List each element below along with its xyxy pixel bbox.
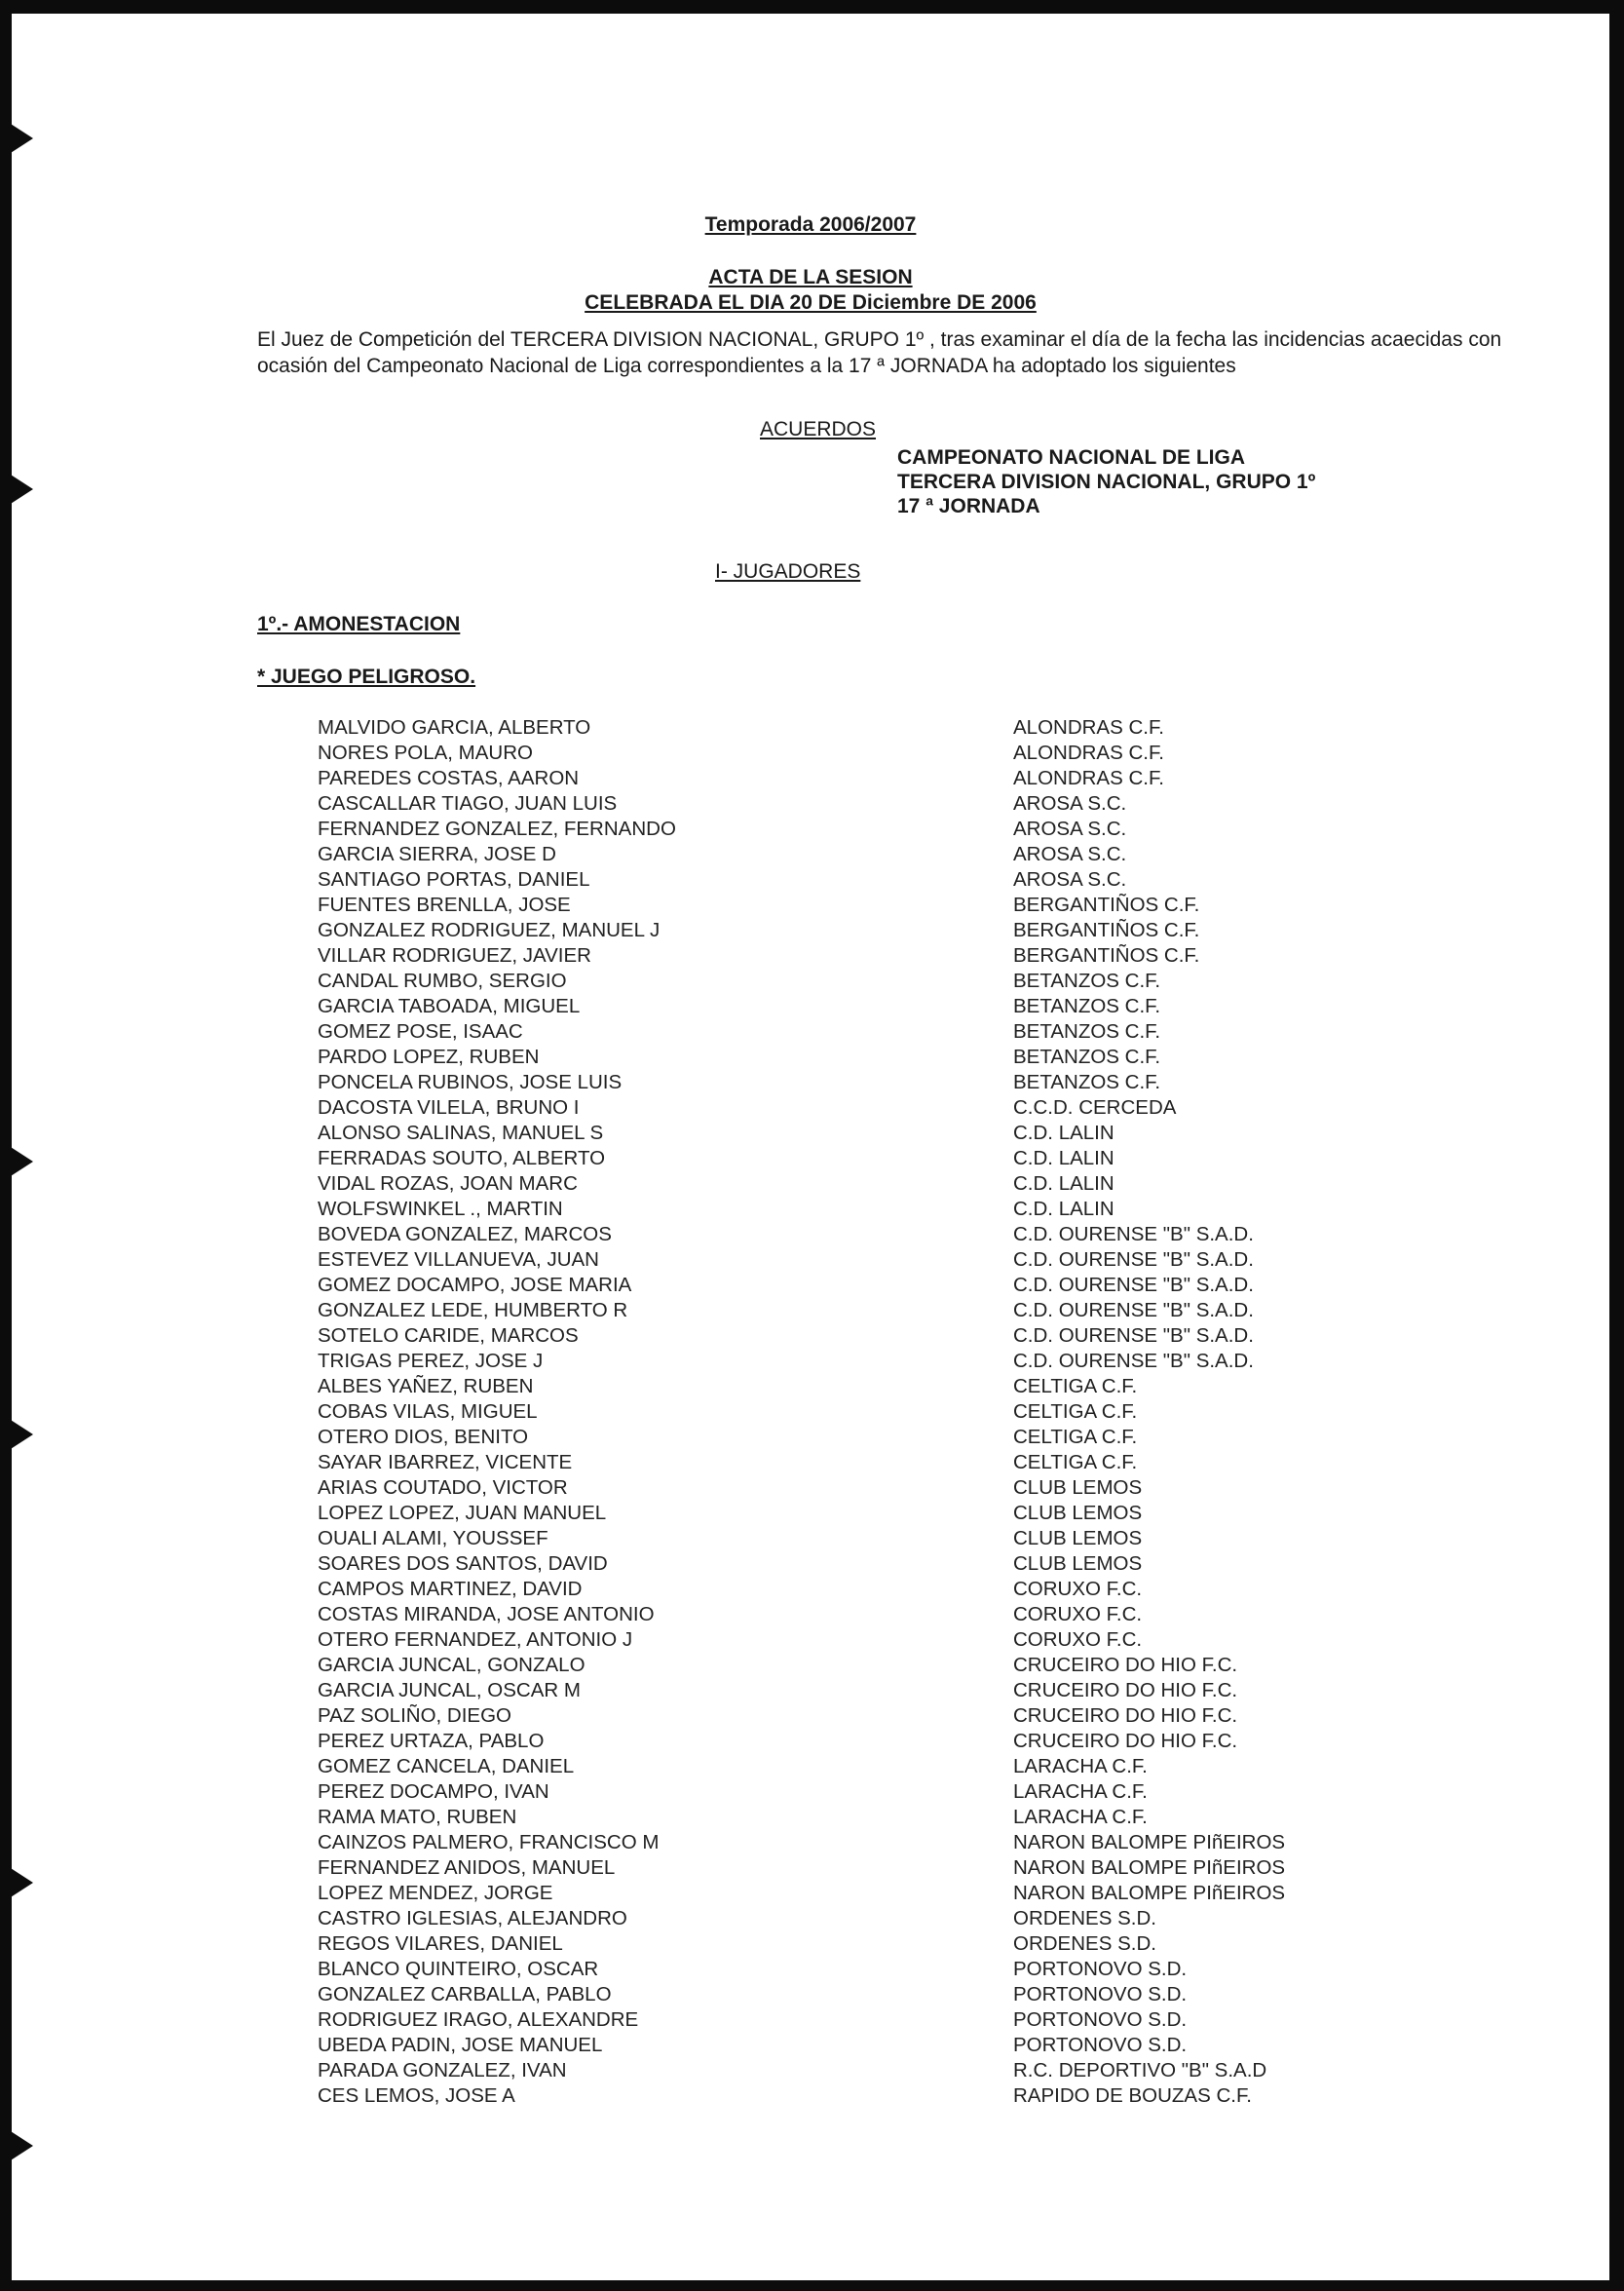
player-club: CLUB LEMOS	[1013, 1502, 1143, 1524]
player-row	[318, 1349, 1487, 1374]
player-row	[318, 741, 1487, 766]
player-name: RODRIGUEZ IRAGO, ALEXANDRE	[318, 2008, 639, 2031]
player-club: CRUCEIRO DO HIO F.C.	[1013, 1704, 1238, 1727]
player-name: OTERO FERNANDEZ, ANTONIO J	[318, 1628, 633, 1651]
player-club: BETANZOS C.F.	[1013, 1071, 1161, 1093]
player-row	[318, 1019, 1487, 1045]
player-club: CORUXO F.C.	[1013, 1578, 1143, 1600]
player-name: FUENTES BRENLLA, JOSE	[318, 894, 571, 916]
player-club: BETANZOS C.F.	[1013, 995, 1161, 1017]
player-club: RAPIDO DE BOUZAS C.F.	[1013, 2084, 1252, 2107]
player-name: PARDO LOPEZ, RUBEN	[318, 1046, 540, 1068]
player-row	[318, 1931, 1487, 1957]
player-club: C.D. LALIN	[1013, 1198, 1114, 1220]
session-date-heading: CELEBRADA EL DIA 20 DE Diciembre DE 2006	[585, 291, 1037, 314]
player-name: GOMEZ POSE, ISAAC	[318, 1020, 523, 1043]
player-row	[318, 1045, 1487, 1070]
player-row	[318, 1627, 1487, 1653]
player-club: PORTONOVO S.D.	[1013, 2008, 1188, 2031]
player-club: C.D. LALIN	[1013, 1122, 1114, 1144]
player-row	[318, 1779, 1487, 1805]
player-row	[318, 893, 1487, 918]
player-club: CELTIGA C.F.	[1013, 1426, 1138, 1448]
players-list	[318, 715, 1487, 2109]
player-club: C.D. OURENSE "B" S.A.D.	[1013, 1324, 1254, 1347]
player-row	[318, 791, 1487, 817]
section-jugadores: I- JUGADORES	[715, 560, 861, 583]
player-club: PORTONOVO S.D.	[1013, 2034, 1188, 2056]
player-row	[318, 1298, 1487, 1323]
player-club: PORTONOVO S.D.	[1013, 1983, 1188, 2005]
player-row	[318, 1450, 1487, 1475]
player-club: AROSA S.C.	[1013, 868, 1127, 891]
player-name: DACOSTA VILELA, BRUNO I	[318, 1096, 580, 1119]
player-name: FERRADAS SOUTO, ALBERTO	[318, 1147, 606, 1169]
player-club: BERGANTIÑOS C.F.	[1013, 944, 1200, 967]
player-club: NARON BALOMPE PIñEIROS	[1013, 1882, 1286, 1904]
acuerdos-heading: ACUERDOS	[760, 418, 877, 440]
player-row	[318, 1906, 1487, 1931]
player-club: ORDENES S.D.	[1013, 1932, 1156, 1955]
player-club: C.C.D. CERCEDA	[1013, 1096, 1177, 1119]
player-club: C.D. OURENSE "B" S.A.D.	[1013, 1248, 1254, 1271]
document-page	[12, 14, 1609, 2280]
player-row	[318, 1121, 1487, 1146]
competition-line-3: 17 ª JORNADA	[897, 495, 1040, 517]
player-name: OTERO DIOS, BENITO	[318, 1426, 529, 1448]
player-club: C.D. OURENSE "B" S.A.D.	[1013, 1299, 1254, 1321]
player-name: LOPEZ MENDEZ, JORGE	[318, 1882, 553, 1904]
player-name: CASTRO IGLESIAS, ALEJANDRO	[318, 1907, 627, 1929]
player-row	[318, 1273, 1487, 1298]
player-club: CRUCEIRO DO HIO F.C.	[1013, 1730, 1238, 1752]
amonestacion-heading: 1º.- AMONESTACION	[257, 613, 461, 635]
season-heading: Temporada 2006/2007	[704, 213, 917, 236]
player-row	[318, 1855, 1487, 1881]
player-row	[318, 1197, 1487, 1222]
player-name: ALBES YAÑEZ, RUBEN	[318, 1375, 534, 1397]
player-row	[318, 2058, 1487, 2083]
player-row	[318, 766, 1487, 791]
player-row	[318, 994, 1487, 1019]
player-name: SANTIAGO PORTAS, DANIEL	[318, 868, 590, 891]
player-club: LARACHA C.F.	[1013, 1755, 1148, 1777]
player-name: BLANCO QUINTEIRO, OSCAR	[318, 1958, 599, 1980]
player-row	[318, 918, 1487, 943]
player-club: NARON BALOMPE PIñEIROS	[1013, 1831, 1286, 1853]
player-club: CELTIGA C.F.	[1013, 1451, 1138, 1473]
player-name: FERNANDEZ GONZALEZ, FERNANDO	[318, 818, 676, 840]
player-row	[318, 1957, 1487, 1982]
intro-paragraph: El Juez de Competición del TERCERA DIVISION NACIONAL, GRUPO 1º , tras examinar el día de la fecha las incidencias acaecidas con ocasión del Campeonato Nacional de Liga correspondientes a la 17 ª JORNADA ha adoptado los siguientes	[257, 328, 1502, 377]
player-row	[318, 1754, 1487, 1779]
player-club: ORDENES S.D.	[1013, 1907, 1156, 1929]
player-name: FERNANDEZ ANIDOS, MANUEL	[318, 1856, 616, 1879]
player-row	[318, 2083, 1487, 2109]
player-row	[318, 943, 1487, 969]
player-name: SAYAR IBARREZ, VICENTE	[318, 1451, 573, 1473]
player-club: LARACHA C.F.	[1013, 1806, 1148, 1828]
player-name: PONCELA RUBINOS, JOSE LUIS	[318, 1071, 623, 1093]
player-name: TRIGAS PEREZ, JOSE J	[318, 1350, 544, 1372]
player-row	[318, 1171, 1487, 1197]
player-name: PAZ SOLIÑO, DIEGO	[318, 1704, 511, 1727]
torn-edge	[0, 2124, 33, 2167]
acta-heading: ACTA DE LA SESION	[708, 266, 913, 288]
player-name: ARIAS COUTADO, VICTOR	[318, 1476, 568, 1499]
player-name: PAREDES COSTAS, AARON	[318, 767, 580, 789]
player-row	[318, 1374, 1487, 1399]
player-club: CORUXO F.C.	[1013, 1628, 1143, 1651]
player-name: SOARES DOS SANTOS, DAVID	[318, 1552, 608, 1575]
player-name: GONZALEZ LEDE, HUMBERTO R	[318, 1299, 628, 1321]
player-club: C.D. LALIN	[1013, 1147, 1114, 1169]
juego-peligroso-heading: * JUEGO PELIGROSO.	[257, 666, 476, 688]
player-club: ALONDRAS C.F.	[1013, 767, 1164, 789]
player-row	[318, 1526, 1487, 1551]
player-row	[318, 1222, 1487, 1247]
torn-edge	[0, 117, 33, 160]
player-name: SOTELO CARIDE, MARCOS	[318, 1324, 579, 1347]
player-name: GARCIA SIERRA, JOSE D	[318, 843, 556, 865]
torn-edge	[0, 468, 33, 511]
player-club: AROSA S.C.	[1013, 843, 1127, 865]
player-row	[318, 1703, 1487, 1729]
player-name: CES LEMOS, JOSE A	[318, 2084, 515, 2107]
player-row	[318, 1425, 1487, 1450]
player-club: CORUXO F.C.	[1013, 1603, 1143, 1625]
player-club: R.C. DEPORTIVO "B" S.A.D	[1013, 2059, 1267, 2081]
torn-edge	[0, 1413, 33, 1456]
player-row	[318, 1070, 1487, 1095]
player-row	[318, 1475, 1487, 1501]
player-row	[318, 1729, 1487, 1754]
player-name: COSTAS MIRANDA, JOSE ANTONIO	[318, 1603, 655, 1625]
player-name: ESTEVEZ VILLANUEVA, JUAN	[318, 1248, 599, 1271]
player-club: NARON BALOMPE PIñEIROS	[1013, 1856, 1286, 1879]
player-name: CAINZOS PALMERO, FRANCISCO M	[318, 1831, 660, 1853]
player-club: PORTONOVO S.D.	[1013, 1958, 1188, 1980]
player-row	[318, 1830, 1487, 1855]
player-row	[318, 715, 1487, 741]
player-name: VILLAR RODRIGUEZ, JAVIER	[318, 944, 591, 967]
competition-block	[897, 445, 1315, 518]
player-club: BERGANTIÑOS C.F.	[1013, 894, 1200, 916]
player-name: GONZALEZ CARBALLA, PABLO	[318, 1983, 612, 2005]
player-name: GARCIA JUNCAL, GONZALO	[318, 1654, 585, 1676]
player-name: CASCALLAR TIAGO, JUAN LUIS	[318, 792, 618, 815]
player-club: AROSA S.C.	[1013, 818, 1127, 840]
player-name: BOVEDA GONZALEZ, MARCOS	[318, 1223, 612, 1245]
torn-edge	[0, 1861, 33, 1904]
player-name: COBAS VILAS, MIGUEL	[318, 1400, 538, 1423]
competition-line-2: TERCERA DIVISION NACIONAL, GRUPO 1º	[897, 471, 1316, 493]
player-row	[318, 1577, 1487, 1602]
player-row	[318, 1602, 1487, 1627]
player-row	[318, 1678, 1487, 1703]
player-name: MALVIDO GARCIA, ALBERTO	[318, 716, 591, 739]
player-name: GONZALEZ RODRIGUEZ, MANUEL J	[318, 919, 661, 941]
player-name: ALONSO SALINAS, MANUEL S	[318, 1122, 604, 1144]
player-name: REGOS VILARES, DANIEL	[318, 1932, 563, 1955]
player-name: GARCIA JUNCAL, OSCAR M	[318, 1679, 581, 1701]
player-name: GOMEZ DOCAMPO, JOSE MARIA	[318, 1274, 632, 1296]
player-row	[318, 1881, 1487, 1906]
player-club: BETANZOS C.F.	[1013, 970, 1161, 992]
player-row	[318, 1095, 1487, 1121]
player-row	[318, 2007, 1487, 2033]
competition-line-1: CAMPEONATO NACIONAL DE LIGA	[897, 446, 1246, 469]
player-row	[318, 1805, 1487, 1830]
player-name: RAMA MATO, RUBEN	[318, 1806, 517, 1828]
player-row	[318, 2033, 1487, 2058]
player-name: NORES POLA, MAURO	[318, 742, 533, 764]
player-club: ALONDRAS C.F.	[1013, 742, 1164, 764]
player-row	[318, 1247, 1487, 1273]
player-name: LOPEZ LOPEZ, JUAN MANUEL	[318, 1502, 607, 1524]
player-name: WOLFSWINKEL ., MARTIN	[318, 1198, 563, 1220]
player-club: C.D. OURENSE "B" S.A.D.	[1013, 1274, 1254, 1296]
player-club: C.D. OURENSE "B" S.A.D.	[1013, 1223, 1254, 1245]
player-row	[318, 1399, 1487, 1425]
player-row	[318, 969, 1487, 994]
player-club: CELTIGA C.F.	[1013, 1375, 1138, 1397]
player-name: CANDAL RUMBO, SERGIO	[318, 970, 567, 992]
player-club: ALONDRAS C.F.	[1013, 716, 1164, 739]
player-club: AROSA S.C.	[1013, 792, 1127, 815]
player-club: BETANZOS C.F.	[1013, 1020, 1161, 1043]
player-club: CLUB LEMOS	[1013, 1552, 1143, 1575]
player-name: PEREZ DOCAMPO, IVAN	[318, 1780, 549, 1803]
player-row	[318, 1653, 1487, 1678]
player-club: CLUB LEMOS	[1013, 1476, 1143, 1499]
player-club: CRUCEIRO DO HIO F.C.	[1013, 1679, 1238, 1701]
player-row	[318, 1323, 1487, 1349]
player-club: BETANZOS C.F.	[1013, 1046, 1161, 1068]
player-name: VIDAL ROZAS, JOAN MARC	[318, 1172, 578, 1195]
player-club: BERGANTIÑOS C.F.	[1013, 919, 1200, 941]
player-name: OUALI ALAMI, YOUSSEF	[318, 1527, 548, 1549]
player-club: CLUB LEMOS	[1013, 1527, 1143, 1549]
player-row	[318, 817, 1487, 842]
player-row	[318, 1982, 1487, 2007]
player-row	[318, 1551, 1487, 1577]
player-name: PARADA GONZALEZ, IVAN	[318, 2059, 567, 2081]
player-name: UBEDA PADIN, JOSE MANUEL	[318, 2034, 603, 2056]
player-name: PEREZ URTAZA, PABLO	[318, 1730, 545, 1752]
torn-edge	[0, 1140, 33, 1183]
player-name: GOMEZ CANCELA, DANIEL	[318, 1755, 575, 1777]
player-club: CELTIGA C.F.	[1013, 1400, 1138, 1423]
player-name: CAMPOS MARTINEZ, DAVID	[318, 1578, 583, 1600]
player-club: C.D. OURENSE "B" S.A.D.	[1013, 1350, 1254, 1372]
player-club: LARACHA C.F.	[1013, 1780, 1148, 1803]
player-row	[318, 867, 1487, 893]
player-club: CRUCEIRO DO HIO F.C.	[1013, 1654, 1238, 1676]
player-name: GARCIA TABOADA, MIGUEL	[318, 995, 581, 1017]
player-club: C.D. LALIN	[1013, 1172, 1114, 1195]
player-row	[318, 842, 1487, 867]
player-row	[318, 1146, 1487, 1171]
player-row	[318, 1501, 1487, 1526]
